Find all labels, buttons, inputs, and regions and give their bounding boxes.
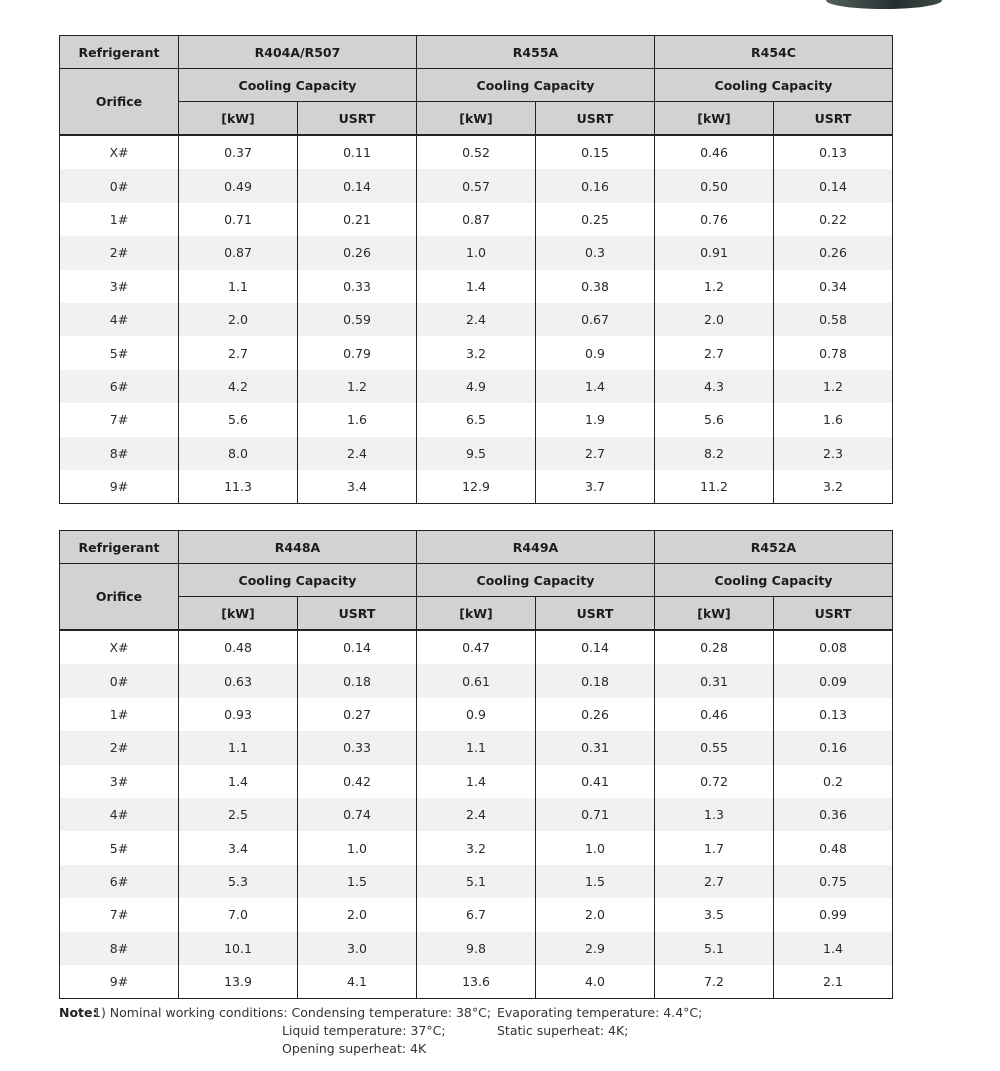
- cooling-capacity-header: Cooling Capacity: [417, 69, 655, 102]
- kw-cell: 1.1: [179, 270, 298, 303]
- usrt-cell: 0.25: [536, 203, 655, 236]
- usrt-cell: 3.7: [536, 470, 655, 504]
- cooling-capacity-header: Cooling Capacity: [417, 564, 655, 597]
- orifice-cell: 1#: [60, 203, 179, 236]
- table-body: [60, 630, 893, 999]
- kw-cell: 0.55: [655, 731, 774, 764]
- usrt-cell: 2.3: [774, 437, 893, 470]
- orifice-cell: X#: [60, 630, 179, 664]
- usrt-cell: 0.09: [774, 664, 893, 697]
- usrt-cell: 3.4: [298, 470, 417, 504]
- orifice-cell: 1#: [60, 698, 179, 731]
- usrt-cell: 0.9: [536, 336, 655, 369]
- unit-usrt-header: USRT: [536, 597, 655, 631]
- refrigerant-header: Refrigerant: [60, 36, 179, 69]
- kw-cell: 4.2: [179, 370, 298, 403]
- usrt-cell: 0.3: [536, 236, 655, 269]
- usrt-cell: 0.58: [774, 303, 893, 336]
- kw-cell: 0.87: [179, 236, 298, 269]
- orifice-cell: 2#: [60, 236, 179, 269]
- usrt-cell: 0.14: [298, 630, 417, 664]
- kw-cell: 2.5: [179, 798, 298, 831]
- orifice-cell: 2#: [60, 731, 179, 764]
- usrt-cell: 0.33: [298, 270, 417, 303]
- usrt-cell: 4.1: [298, 965, 417, 999]
- usrt-cell: 0.79: [298, 336, 417, 369]
- table-row: [60, 303, 893, 336]
- usrt-cell: 1.0: [298, 831, 417, 864]
- kw-cell: 0.28: [655, 630, 774, 664]
- usrt-cell: 0.34: [774, 270, 893, 303]
- usrt-cell: 1.5: [536, 865, 655, 898]
- kw-cell: 0.37: [179, 135, 298, 169]
- table-body: [60, 135, 893, 504]
- usrt-cell: 0.08: [774, 630, 893, 664]
- usrt-cell: 1.2: [774, 370, 893, 403]
- usrt-cell: 0.18: [536, 664, 655, 697]
- kw-cell: 11.2: [655, 470, 774, 504]
- usrt-cell: 0.26: [298, 236, 417, 269]
- usrt-cell: 0.59: [298, 303, 417, 336]
- kw-cell: 1.3: [655, 798, 774, 831]
- kw-cell: 2.7: [655, 865, 774, 898]
- orifice-cell: 3#: [60, 765, 179, 798]
- usrt-cell: 0.22: [774, 203, 893, 236]
- cooling-capacity-header: Cooling Capacity: [179, 564, 417, 597]
- table-row: [60, 932, 893, 965]
- kw-cell: 3.2: [417, 831, 536, 864]
- usrt-cell: 2.0: [298, 898, 417, 931]
- kw-cell: 0.46: [655, 135, 774, 169]
- usrt-cell: 0.2: [774, 765, 893, 798]
- usrt-cell: 0.14: [536, 630, 655, 664]
- kw-cell: 0.71: [179, 203, 298, 236]
- orifice-cell: 4#: [60, 798, 179, 831]
- usrt-cell: 0.13: [774, 698, 893, 731]
- kw-cell: 8.0: [179, 437, 298, 470]
- kw-cell: 13.6: [417, 965, 536, 999]
- orifice-cell: 8#: [60, 932, 179, 965]
- table-header: [60, 36, 893, 136]
- kw-cell: 2.0: [655, 303, 774, 336]
- table-row: [60, 236, 893, 269]
- kw-cell: 5.3: [179, 865, 298, 898]
- kw-cell: 5.1: [655, 932, 774, 965]
- note-line2-left: Liquid temperature: 37°C;: [282, 1023, 446, 1038]
- kw-cell: 7.2: [655, 965, 774, 999]
- kw-cell: 3.5: [655, 898, 774, 931]
- kw-cell: 3.2: [417, 336, 536, 369]
- unit-kw-header: [kW]: [179, 102, 298, 136]
- orifice-cell: 4#: [60, 303, 179, 336]
- kw-cell: 9.5: [417, 437, 536, 470]
- cooling-capacity-header: Cooling Capacity: [179, 69, 417, 102]
- kw-cell: 7.0: [179, 898, 298, 931]
- kw-cell: 5.1: [417, 865, 536, 898]
- kw-cell: 0.31: [655, 664, 774, 697]
- unit-usrt-header: USRT: [536, 102, 655, 136]
- table-row: [60, 336, 893, 369]
- kw-cell: 1.4: [417, 270, 536, 303]
- usrt-cell: 0.42: [298, 765, 417, 798]
- cooling-capacity-header: Cooling Capacity: [655, 69, 893, 102]
- usrt-cell: 1.9: [536, 403, 655, 436]
- usrt-cell: 0.33: [298, 731, 417, 764]
- cooling-capacity-header: Cooling Capacity: [655, 564, 893, 597]
- note-line1-right: Evaporating temperature: 4.4°C;: [497, 1005, 703, 1020]
- table-row: [60, 898, 893, 931]
- kw-cell: 2.4: [417, 798, 536, 831]
- orifice-header: Orifice: [60, 69, 179, 136]
- orifice-cell: 5#: [60, 831, 179, 864]
- table-row: [60, 169, 893, 202]
- orifice-cell: 6#: [60, 370, 179, 403]
- unit-usrt-header: USRT: [298, 597, 417, 631]
- kw-cell: 12.9: [417, 470, 536, 504]
- kw-cell: 11.3: [179, 470, 298, 504]
- orifice-cell: 8#: [60, 437, 179, 470]
- table-row: [60, 630, 893, 664]
- kw-cell: 2.7: [655, 336, 774, 369]
- usrt-cell: 4.0: [536, 965, 655, 999]
- kw-cell: 1.1: [417, 731, 536, 764]
- orifice-cell: 0#: [60, 664, 179, 697]
- table-row: [60, 664, 893, 697]
- kw-cell: 0.91: [655, 236, 774, 269]
- table-row: [60, 270, 893, 303]
- table-row: [60, 798, 893, 831]
- kw-cell: 0.76: [655, 203, 774, 236]
- kw-cell: 1.7: [655, 831, 774, 864]
- usrt-cell: 0.74: [298, 798, 417, 831]
- kw-cell: 0.57: [417, 169, 536, 202]
- usrt-cell: 2.4: [298, 437, 417, 470]
- kw-cell: 1.2: [655, 270, 774, 303]
- table-row: [60, 135, 893, 169]
- kw-cell: 2.7: [179, 336, 298, 369]
- note-line3-left: Opening superheat: 4K: [282, 1041, 427, 1056]
- kw-cell: 2.4: [417, 303, 536, 336]
- kw-cell: 1.4: [179, 765, 298, 798]
- kw-cell: 6.5: [417, 403, 536, 436]
- orifice-cell: 7#: [60, 403, 179, 436]
- unit-usrt-header: USRT: [774, 102, 893, 136]
- table-header: [60, 531, 893, 631]
- orifice-cell: 7#: [60, 898, 179, 931]
- unit-kw-header: [kW]: [417, 597, 536, 631]
- table-row: [60, 698, 893, 731]
- usrt-cell: 0.71: [536, 798, 655, 831]
- kw-cell: 3.4: [179, 831, 298, 864]
- kw-cell: 0.72: [655, 765, 774, 798]
- refrigerant-name: R454C: [655, 36, 893, 69]
- capacity-table-1: [59, 35, 893, 504]
- usrt-cell: 0.36: [774, 798, 893, 831]
- usrt-cell: 3.0: [298, 932, 417, 965]
- kw-cell: 9.8: [417, 932, 536, 965]
- orifice-cell: 0#: [60, 169, 179, 202]
- usrt-cell: 2.7: [536, 437, 655, 470]
- kw-cell: 0.48: [179, 630, 298, 664]
- kw-cell: 2.0: [179, 303, 298, 336]
- unit-usrt-header: USRT: [298, 102, 417, 136]
- usrt-cell: 0.75: [774, 865, 893, 898]
- decorative-shadow: [826, 0, 942, 9]
- usrt-cell: 0.67: [536, 303, 655, 336]
- table-row: [60, 470, 893, 504]
- usrt-cell: 2.1: [774, 965, 893, 999]
- table-row: [60, 437, 893, 470]
- table-row: [60, 831, 893, 864]
- kw-cell: 0.50: [655, 169, 774, 202]
- kw-cell: 13.9: [179, 965, 298, 999]
- note-line1-left: 1) Nominal working conditions: Condensing temperature: 38°C;: [93, 1005, 492, 1020]
- usrt-cell: 0.78: [774, 336, 893, 369]
- orifice-cell: 6#: [60, 865, 179, 898]
- capacity-table-2: [59, 530, 893, 999]
- usrt-cell: 0.27: [298, 698, 417, 731]
- orifice-cell: X#: [60, 135, 179, 169]
- kw-cell: 1.1: [179, 731, 298, 764]
- kw-cell: 6.7: [417, 898, 536, 931]
- usrt-cell: 0.16: [536, 169, 655, 202]
- unit-kw-header: [kW]: [655, 102, 774, 136]
- refrigerant-name: R404A/R507: [179, 36, 417, 69]
- table-row: [60, 731, 893, 764]
- unit-usrt-header: USRT: [774, 597, 893, 631]
- table-row: [60, 865, 893, 898]
- kw-cell: 4.9: [417, 370, 536, 403]
- refrigerant-header: Refrigerant: [60, 531, 179, 564]
- table-row: [60, 370, 893, 403]
- usrt-cell: 1.6: [774, 403, 893, 436]
- kw-cell: 4.3: [655, 370, 774, 403]
- kw-cell: 0.61: [417, 664, 536, 697]
- usrt-cell: 0.14: [774, 169, 893, 202]
- usrt-cell: 3.2: [774, 470, 893, 504]
- usrt-cell: 0.14: [298, 169, 417, 202]
- usrt-cell: 0.21: [298, 203, 417, 236]
- usrt-cell: 1.2: [298, 370, 417, 403]
- orifice-header: Orifice: [60, 564, 179, 631]
- orifice-cell: 3#: [60, 270, 179, 303]
- kw-cell: 0.49: [179, 169, 298, 202]
- usrt-cell: 0.38: [536, 270, 655, 303]
- table-row: [60, 203, 893, 236]
- unit-kw-header: [kW]: [417, 102, 536, 136]
- refrigerant-name: R449A: [417, 531, 655, 564]
- refrigerant-name: R455A: [417, 36, 655, 69]
- table-row: [60, 765, 893, 798]
- kw-cell: 0.52: [417, 135, 536, 169]
- kw-cell: 0.87: [417, 203, 536, 236]
- kw-cell: 0.63: [179, 664, 298, 697]
- usrt-cell: 0.26: [774, 236, 893, 269]
- table-row: [60, 403, 893, 436]
- orifice-cell: 9#: [60, 965, 179, 999]
- usrt-cell: 2.9: [536, 932, 655, 965]
- refrigerant-name: R452A: [655, 531, 893, 564]
- orifice-cell: 5#: [60, 336, 179, 369]
- orifice-cell: 9#: [60, 470, 179, 504]
- kw-cell: 8.2: [655, 437, 774, 470]
- refrigerant-name: R448A: [179, 531, 417, 564]
- usrt-cell: 1.0: [536, 831, 655, 864]
- kw-cell: 1.0: [417, 236, 536, 269]
- usrt-cell: 0.13: [774, 135, 893, 169]
- kw-cell: 0.93: [179, 698, 298, 731]
- usrt-cell: 1.4: [774, 932, 893, 965]
- usrt-cell: 0.41: [536, 765, 655, 798]
- kw-cell: 5.6: [179, 403, 298, 436]
- table-row: [60, 965, 893, 999]
- usrt-cell: 1.4: [536, 370, 655, 403]
- usrt-cell: 1.6: [298, 403, 417, 436]
- unit-kw-header: [kW]: [179, 597, 298, 631]
- usrt-cell: 0.18: [298, 664, 417, 697]
- usrt-cell: 0.26: [536, 698, 655, 731]
- usrt-cell: 0.15: [536, 135, 655, 169]
- usrt-cell: 1.5: [298, 865, 417, 898]
- unit-kw-header: [kW]: [655, 597, 774, 631]
- kw-cell: 0.9: [417, 698, 536, 731]
- note-line2-right: Static superheat: 4K;: [497, 1023, 629, 1038]
- kw-cell: 0.47: [417, 630, 536, 664]
- kw-cell: 5.6: [655, 403, 774, 436]
- kw-cell: 0.46: [655, 698, 774, 731]
- usrt-cell: 0.31: [536, 731, 655, 764]
- usrt-cell: 2.0: [536, 898, 655, 931]
- note-label: Note:: [59, 1005, 98, 1020]
- kw-cell: 10.1: [179, 932, 298, 965]
- usrt-cell: 0.48: [774, 831, 893, 864]
- usrt-cell: 0.11: [298, 135, 417, 169]
- usrt-cell: 0.99: [774, 898, 893, 931]
- kw-cell: 1.4: [417, 765, 536, 798]
- usrt-cell: 0.16: [774, 731, 893, 764]
